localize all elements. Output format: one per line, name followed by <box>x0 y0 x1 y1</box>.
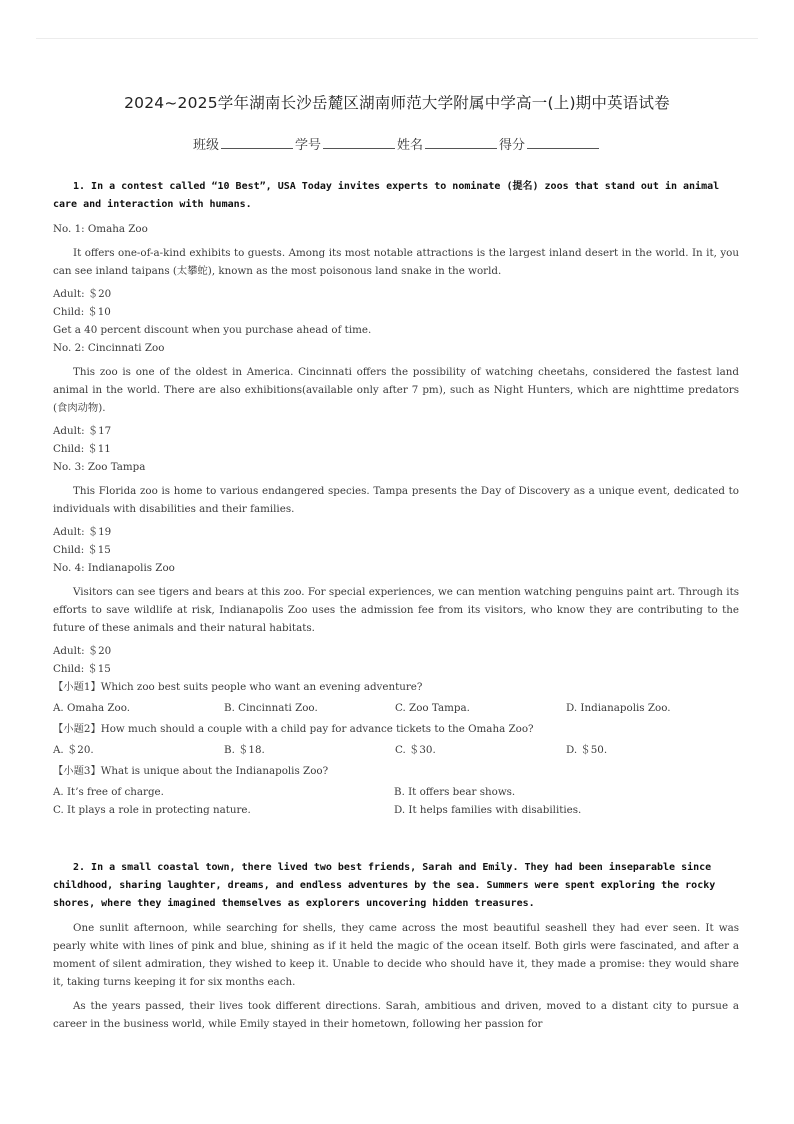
option-a[interactable]: A. Omaha Zoo. <box>53 702 131 714</box>
question-2 <box>53 859 739 1033</box>
sub-question-1: 【小题1】Which zoo best suits people who want an evening adventure? <box>53 681 423 693</box>
zoo2-description: This zoo is one of the oldest in America. Cincinnati offers the possibility of watching cheetahs, considered the fastest land animal in the world. There are also exhibitions(available only after 7 pm), such as Night Hunters, which are nighttime predators (食肉动物). <box>53 366 739 414</box>
score-label: 得分 <box>499 138 526 153</box>
zoo4-description: Visitors can see tigers and bears at this zoo. For special experiences, we can mention watching penguins paint art. Through its efforts to save wildlife at risk, Indianapolis Zoo uses the admission fee from its visitors, who know they are contributing to the future of these animals and their natural habitats. <box>53 586 739 634</box>
class-field[interactable] <box>221 136 293 149</box>
zoo2-name: No. 2: Cincinnati Zoo <box>53 342 165 354</box>
zoo3-name: No. 3: Zoo Tampa <box>53 461 146 473</box>
sub-question-1-options <box>53 699 739 717</box>
score-field[interactable] <box>527 136 599 149</box>
id-field[interactable] <box>323 136 395 149</box>
name-label: 姓名 <box>397 138 424 153</box>
zoo3-child-price: Child: ＄15 <box>53 544 111 556</box>
question-2-paragraph-1: One sunlit afternoon, while searching for shells, they came across the most beautiful seashell they had ever seen. It was pearly white with lines of pink and blue, shining as if it held the magic of the ocean itself. Both girls were fascinated, and after a moment of silent admiration, they wished to keep it. Unable to decide who should have it, they made a promise: they would share it, taking turns keeping it for six months each. <box>53 922 739 988</box>
option-b[interactable]: B. ＄18. <box>224 744 265 756</box>
zoo2-adult-price: Adult: ＄17 <box>53 425 112 437</box>
zoo1-adult-price: Adult: ＄20 <box>53 288 112 300</box>
sub-question-3-options <box>53 783 739 819</box>
option-d[interactable]: D. Indianapolis Zoo. <box>566 702 671 714</box>
option-d[interactable]: D. ＄50. <box>566 744 608 756</box>
question-1-header: 1. In a contest called “10 Best”, USA Today invites experts to nominate (提名) zoos that stand out in animal care and interaction with humans. <box>53 181 720 210</box>
option-a[interactable]: A. ＄20. <box>53 744 94 756</box>
class-label: 班级 <box>192 138 219 153</box>
zoo4-name: No. 4: Indianapolis Zoo <box>53 562 175 574</box>
question-2-header: 2. In a small coastal town, there lived two best friends, Sarah and Emily. They had been inseparable since childhood, sharing laughter, dreams, and endless adventures by the sea. Summers were spent exploring the rocky shores, where they imagined themselves as explorers uncovering hidden treasures. <box>53 862 716 909</box>
option-b[interactable]: B. Cincinnati Zoo. <box>224 702 318 714</box>
question-1 <box>53 178 739 819</box>
page-title: 2024~2025学年湖南长沙岳麓区湖南师范大学附属中学高一(上)期中英语试卷 <box>124 94 670 112</box>
top-divider <box>36 38 758 39</box>
zoo1-discount-note: Get a 40 percent discount when you purchase ahead of time. <box>53 324 372 336</box>
zoo1-child-price: Child: ＄10 <box>53 306 111 318</box>
id-label: 学号 <box>294 138 321 153</box>
option-a[interactable]: A. It’s free of charge. <box>53 786 164 798</box>
name-field[interactable] <box>425 136 497 149</box>
zoo3-adult-price: Adult: ＄19 <box>53 526 112 538</box>
zoo2-child-price: Child: ＄11 <box>53 443 111 455</box>
option-c[interactable]: C. Zoo Tampa. <box>395 702 470 714</box>
sub-question-2-options <box>53 741 739 759</box>
sub-question-3: 【小题3】What is unique about the Indianapolis Zoo? <box>53 765 329 777</box>
option-d[interactable]: D. It helps families with disabilities. <box>394 804 582 816</box>
option-c[interactable]: C. ＄30. <box>395 744 436 756</box>
zoo1-name: No. 1: Omaha Zoo <box>53 223 148 235</box>
question-2-paragraph-2: As the years passed, their lives took different directions. Sarah, ambitious and driven, moved to a distant city to pursue a career in the business world, while Emily stayed in their hometown, following her passion for <box>53 1000 739 1030</box>
zoo4-child-price: Child: ＄15 <box>53 663 111 675</box>
zoo4-adult-price: Adult: ＄20 <box>53 645 112 657</box>
exam-content <box>53 178 739 1038</box>
sub-question-2: 【小题2】How much should a couple with a child pay for advance tickets to the Omaha Zoo? <box>53 723 534 735</box>
zoo1-description: It offers one-of-a-kind exhibits to guests. Among its most notable attractions is the largest inland desert in the world. In it, you can see inland taipans (太攀蛇), known as the most poisonous land snake in the world. <box>53 247 739 277</box>
zoo3-description: This Florida zoo is home to various endangered species. Tampa presents the Day of Discovery as a unique event, dedicated to individuals with disabilities and their families. <box>53 485 739 515</box>
option-c[interactable]: C. It plays a role in protecting nature. <box>53 804 251 816</box>
student-info-line <box>0 134 794 153</box>
option-b[interactable]: B. It offers bear shows. <box>394 786 516 798</box>
